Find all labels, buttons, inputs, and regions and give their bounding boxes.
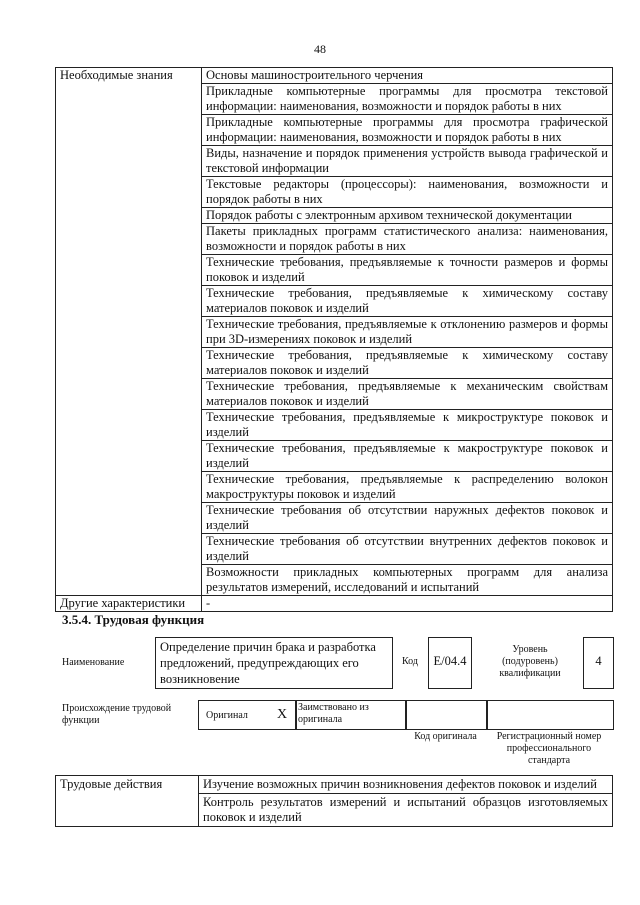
knowledge-item: Технические требования, предъявляемые к химическому составу материалов поковок и изделий [202,286,613,317]
knowledge-item: Технические требования, предъявляемые к макроструктуре поковок и изделий [202,441,613,472]
borrowed-cell: Заимствовано из оригинала [295,700,407,730]
name-label: Наименование [62,657,125,668]
knowledge-item: Технические требования, предъявляемые к химическому составу материалов поковок и изделий [202,348,613,379]
code-value: E/04.4 [428,637,472,689]
knowledge-item: Порядок работы с электронным архивом технической документации [202,208,613,224]
knowledge-item: Возможности прикладных компьютерных программ для анализа результатов измерений, исследований и испытаний [202,565,613,596]
knowledge-item: Пакеты прикладных программ статистического анализа: наименования, возможности и порядок работы в них [202,224,613,255]
original-mark: X [277,707,288,722]
actions-item: Контроль результатов измерений и испытаний образцов изготовляемых поковок и изделий [199,794,613,827]
other-label: Другие характеристики [56,596,202,612]
code-label: Код [402,656,418,667]
original-label: Оригинал [206,710,248,721]
knowledge-item: Технические требования об отсутствии наружных дефектов поковок и изделий [202,503,613,534]
reg-num-label: Регистрационный номер профессионального стандарта [496,731,602,766]
level-label: Уровень (подуровень) квалификации [499,644,561,679]
level-value: 4 [583,637,614,689]
knowledge-item: Виды, назначение и порядок применения устройств вывода графической и текстовой информации [202,146,613,177]
knowledge-item: Технические требования, предъявляемые к отклонению размеров и формы при 3D-измерениях поковок и изделий [202,317,613,348]
page-number: 48 [314,42,326,56]
knowledge-item: Технические требования, предъявляемые к точности размеров и формы поковок и изделий [202,255,613,286]
orig-code-label: Код оригинала [414,731,477,742]
original-cell [198,700,297,730]
knowledge-table [55,67,613,612]
knowledge-item: Технические требования, предъявляемые к распределению волокон макроструктуры поковок и изделий [202,472,613,503]
knowledge-item: Текстовые редакторы (процессоры): наименования, возможности и порядок работы в них [202,177,613,208]
actions-table [55,775,613,827]
knowledge-item: Прикладные компьютерные программы для просмотра текстовой информации: наименования, возможности и порядок работы в них [202,84,613,115]
section-heading: 3.5.4. Трудовая функция [62,612,205,627]
knowledge-label: Необходимые знания [56,68,202,596]
orig-code-cell [405,700,488,730]
actions-item: Изучение возможных причин возникновения дефектов поковок и изделий [199,776,613,794]
actions-label: Трудовые действия [56,776,199,827]
name-value: Определение причин брака и разработка предложений, предупреждающих его возникновение [155,637,393,689]
knowledge-item: Технические требования, предъявляемые к механическим свойствам материалов поковок и изделий [202,379,613,410]
other-value: - [202,596,613,612]
other-row [56,596,613,612]
knowledge-item: Прикладные компьютерные программы для просмотра графической информации: наименования, возможности и порядок работы в них [202,115,613,146]
knowledge-item: Технические требования об отсутствии внутренних дефектов поковок и изделий [202,534,613,565]
reg-num-cell [486,700,614,730]
origin-label: Происхождение трудовой функции [62,703,172,726]
knowledge-item: Основы машиностроительного черчения [202,68,613,84]
actions-row [56,776,613,794]
knowledge-item: Технические требования, предъявляемые к микроструктуре поковок и изделий [202,410,613,441]
knowledge-row [56,68,613,84]
